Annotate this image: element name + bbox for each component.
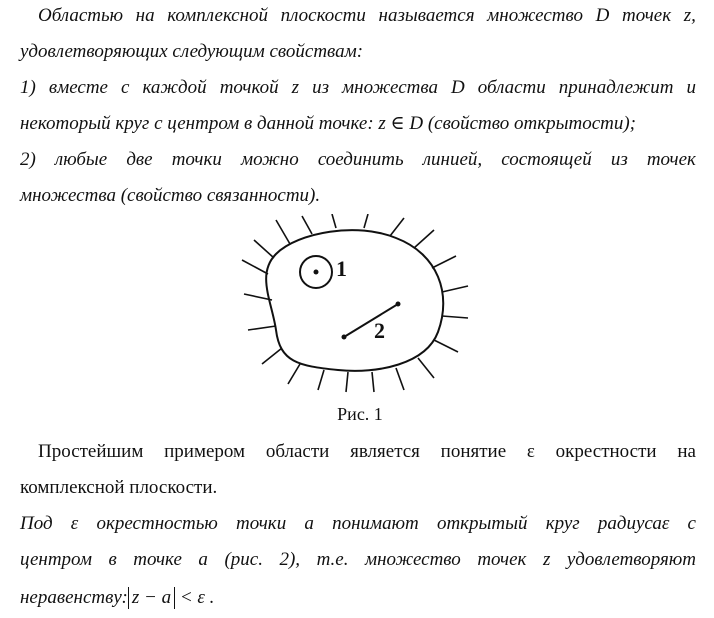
word: a (198, 549, 208, 570)
word: точки (171, 149, 222, 170)
word: точке (133, 549, 182, 570)
word: a (304, 513, 314, 534)
word: Областью (38, 5, 124, 26)
word: любые (54, 149, 108, 170)
word: можно (240, 149, 299, 170)
word: открытый (436, 513, 528, 534)
word: множества (342, 77, 438, 98)
word: ε (526, 441, 535, 462)
label-2: 2 (374, 318, 385, 343)
inequality-prefix: неравенству: (20, 587, 128, 608)
word: области (477, 77, 546, 98)
word: D (451, 77, 465, 98)
word: z (291, 77, 300, 98)
word: множество (487, 5, 583, 26)
word: и (686, 77, 696, 98)
connecting-segment (344, 304, 398, 337)
word: точки (236, 513, 287, 534)
word: на (677, 441, 696, 462)
word: радиусаε (597, 513, 670, 534)
word: состоящей (501, 149, 592, 170)
word: соединить (317, 149, 404, 170)
region-figure (228, 214, 490, 394)
word: каждой (142, 77, 207, 98)
property-connected-line-1 (20, 148, 696, 172)
word: z, (683, 5, 696, 26)
word: точек (646, 149, 696, 170)
word: D (595, 5, 610, 26)
example-line-2: комплексной плоскости. (20, 477, 218, 498)
word: комплексной (167, 5, 268, 26)
abs-value-expression: z − a (128, 587, 175, 609)
definition-line-1 (38, 4, 696, 28)
figure-caption: Рис. 1 (337, 404, 383, 424)
word: области (265, 441, 330, 462)
word: ε (70, 513, 79, 534)
word: удовлетворяют (566, 549, 696, 570)
word: понятие (440, 441, 507, 462)
word: вместе (48, 77, 108, 98)
word: принадлежит (558, 77, 674, 98)
neighborhood-line-1 (20, 512, 696, 536)
word: точкой (219, 77, 279, 98)
word: из (312, 77, 330, 98)
word: центром (20, 549, 92, 570)
definition-line-2: удовлетворяющих следующим свойствам: (20, 41, 364, 62)
word: является (350, 441, 420, 462)
neighborhood-line-3 (20, 586, 696, 610)
property-connected-line-2: множества (свойство связанности). (20, 185, 321, 206)
word: окрестностью (96, 513, 218, 534)
word: Простейшим (38, 441, 144, 462)
word: в (108, 549, 117, 570)
word: окрестности (555, 441, 657, 462)
property-open-line-2: некоторый круг с центром в данной точке: z ∈ D (свойство открытости); (20, 113, 637, 134)
label-1: 1 (336, 256, 347, 281)
word: точек (477, 549, 527, 570)
neighborhood-line-2 (20, 548, 696, 572)
word: плоскости (280, 5, 366, 26)
word: (рис. (224, 549, 263, 570)
word: с (687, 513, 696, 534)
word: две (126, 149, 153, 170)
boundary-hatching (242, 214, 468, 392)
word: 2) (20, 149, 36, 170)
example-line-1 (38, 440, 696, 464)
word: 2), (279, 549, 301, 570)
word: 1) (20, 77, 36, 98)
word: точек (621, 5, 672, 26)
point-1-dot (314, 270, 319, 275)
word: круг (545, 513, 580, 534)
word: т.е. (316, 549, 349, 570)
word: из (610, 149, 628, 170)
segment-start-dot (342, 335, 347, 340)
region-boundary (266, 230, 443, 371)
word: понимают (332, 513, 419, 534)
word: множество (364, 549, 461, 570)
inequality-suffix: < ε . (175, 587, 215, 608)
word: на (135, 5, 155, 26)
property-open-line-1 (20, 76, 696, 100)
word: Под (20, 513, 53, 534)
word: примером (164, 441, 246, 462)
word: линией, (422, 149, 483, 170)
word: с (121, 77, 130, 98)
word: называется (378, 5, 475, 26)
segment-end-dot (396, 302, 401, 307)
word: z (542, 549, 551, 570)
